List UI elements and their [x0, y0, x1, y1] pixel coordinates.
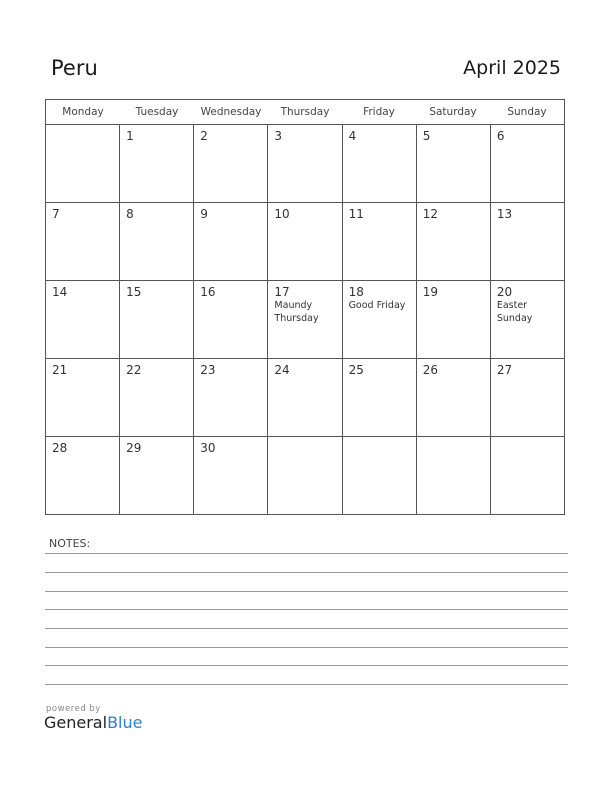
- day-number: 23: [200, 363, 216, 377]
- day-cell: [417, 281, 491, 358]
- day-cell: [194, 281, 268, 358]
- weekday-monday: Monday: [62, 106, 104, 118]
- weekday-saturday: Saturday: [429, 106, 477, 118]
- day-cell: [194, 437, 268, 514]
- week-row: [46, 125, 564, 203]
- holiday-label: Sunday: [496, 313, 533, 324]
- holiday-label: Maundy: [274, 300, 313, 311]
- week-row: [46, 281, 564, 359]
- day-cell: [268, 125, 342, 202]
- brand-blue: Blue: [107, 713, 143, 732]
- day-number: 13: [496, 207, 513, 221]
- day-cell: [491, 359, 564, 436]
- day-number: 22: [126, 363, 142, 377]
- notes-line: [45, 628, 568, 629]
- calendar-grid: [45, 99, 565, 515]
- day-cell: [491, 281, 564, 358]
- day-number: 17: [274, 285, 290, 299]
- day-number: 21: [52, 363, 68, 377]
- day-cell: [491, 203, 564, 280]
- day-cell: [120, 359, 194, 436]
- day-number: 2: [200, 129, 208, 143]
- notes-line: [45, 609, 568, 610]
- day-cell: [46, 125, 120, 202]
- day-number: 8: [126, 207, 134, 221]
- day-number: 15: [126, 285, 142, 299]
- day-cell: [46, 437, 120, 514]
- country-title: Peru: [51, 56, 98, 80]
- generalblue-logo[interactable]: [44, 704, 142, 732]
- day-cell: [343, 281, 417, 358]
- holiday-label: Good Friday: [348, 300, 406, 311]
- weekday-thursday: Thursday: [280, 106, 330, 118]
- day-cell: [120, 281, 194, 358]
- day-number: 9: [200, 207, 208, 221]
- day-number: 14: [52, 285, 68, 299]
- holiday-label: Easter: [496, 300, 528, 311]
- month-title: April 2025: [463, 57, 561, 79]
- day-cell: [120, 125, 194, 202]
- notes-line: [45, 572, 568, 573]
- day-cell: [343, 203, 417, 280]
- day-cell: [46, 203, 120, 280]
- day-cell: [417, 359, 491, 436]
- day-number: 7: [52, 207, 60, 221]
- day-cell: [46, 359, 120, 436]
- week-row: [46, 203, 564, 281]
- day-cell: [268, 203, 342, 280]
- day-number: 19: [422, 285, 438, 299]
- notes-line: [45, 665, 568, 666]
- holiday-label: Thursday: [274, 313, 319, 324]
- notes-label: NOTES:: [49, 537, 91, 550]
- notes-line: [45, 684, 568, 685]
- day-cell: [120, 437, 194, 514]
- day-number: 3: [274, 129, 283, 143]
- day-number: 16: [200, 285, 216, 299]
- notes-line: [45, 647, 568, 648]
- day-cell: [491, 125, 564, 202]
- day-number: 18: [348, 285, 364, 299]
- day-cell: [417, 203, 491, 280]
- day-cell: [417, 125, 491, 202]
- day-cell: [268, 281, 342, 358]
- day-cell: [343, 437, 417, 514]
- brand-name: [44, 713, 142, 732]
- day-cell: [417, 437, 491, 514]
- weekday-sunday: Sunday: [507, 106, 547, 118]
- day-number: 28: [52, 441, 68, 455]
- day-number: 6: [496, 129, 505, 143]
- day-cell: [343, 359, 417, 436]
- day-cell: [120, 203, 194, 280]
- day-number: 1: [126, 129, 134, 143]
- brand-general: General: [44, 713, 108, 732]
- day-cell: [194, 125, 268, 202]
- weekday-header: [46, 100, 564, 125]
- day-number: 20: [496, 285, 513, 299]
- day-number: 27: [496, 363, 513, 377]
- day-cell: [194, 203, 268, 280]
- day-number: 30: [200, 441, 216, 455]
- week-row: [46, 359, 564, 437]
- day-number: 24: [274, 363, 290, 377]
- day-number: 11: [348, 207, 364, 221]
- day-cell: [343, 125, 417, 202]
- day-number: 12: [422, 207, 438, 221]
- weekday-tuesday: Tuesday: [135, 106, 179, 118]
- notes-line: [45, 591, 568, 592]
- day-number: 26: [422, 363, 438, 377]
- day-number: 29: [126, 441, 142, 455]
- week-row: [46, 437, 564, 514]
- day-number: 4: [348, 129, 357, 143]
- powered-by-text: powered by: [46, 704, 101, 714]
- day-cell: [46, 281, 120, 358]
- day-cell: [268, 437, 342, 514]
- notes-line: [45, 553, 568, 554]
- day-number: 5: [422, 129, 431, 143]
- day-cell: [268, 359, 342, 436]
- day-cell: [491, 437, 564, 514]
- day-number: 25: [348, 363, 364, 377]
- weekday-wednesday: Wednesday: [200, 106, 262, 118]
- day-cell: [194, 359, 268, 436]
- day-number: 10: [274, 207, 290, 221]
- weekday-friday: Friday: [363, 106, 395, 118]
